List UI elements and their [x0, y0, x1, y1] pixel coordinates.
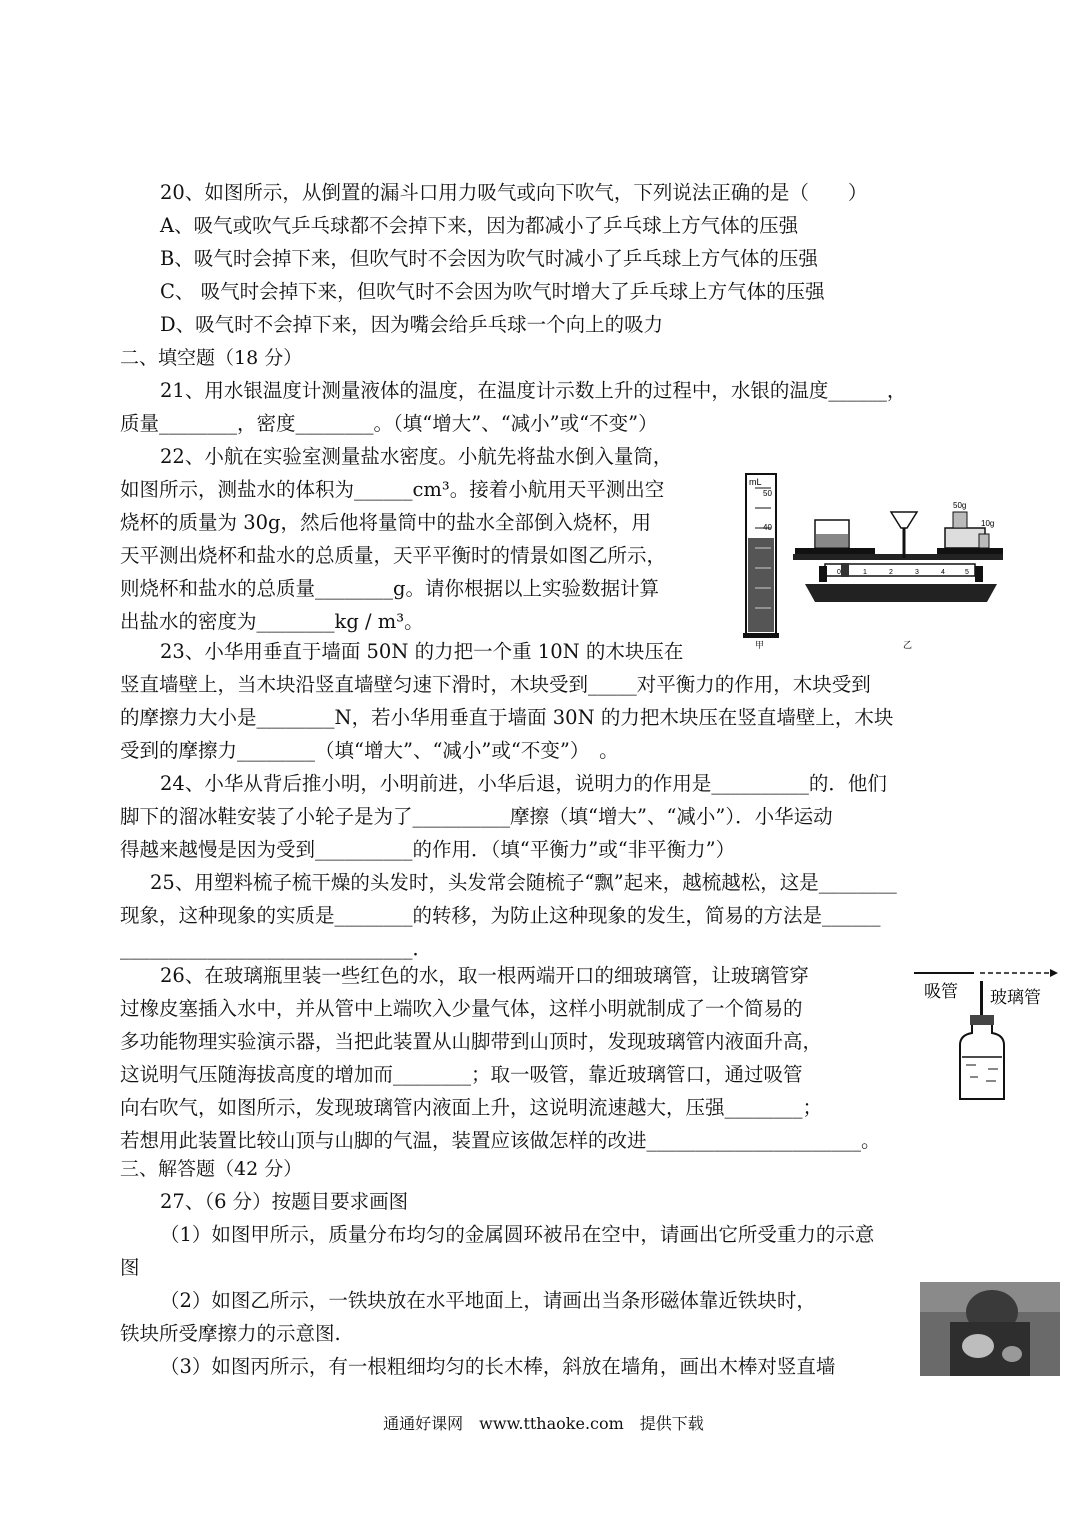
scale-4: 4	[941, 569, 945, 576]
label-glass-tube: 玻璃管	[990, 988, 1041, 1008]
q24-line2: 脚下的溜冰鞋安装了小轮子是为了__________摩擦（填“增大”、“减小”）．小华运动	[120, 805, 833, 828]
q24-line3: 得越来越慢是因为受到__________的作用．（填“平衡力”或“非平衡力”）	[120, 838, 736, 861]
q27-part3-line1: （3）如图丙所示，有一根粗细均匀的长木棒，斜放在墙角，画出木棒对竖直墙	[160, 1355, 836, 1378]
q23-line2: 竖直墙壁上，当木块沿竖直墙壁匀速下滑时，木块受到_____对平衡力的作用，木块受到	[120, 673, 871, 696]
q20-option-c: C、 吸气时会掉下来，但吹气时不会因为吹气时增大了乒乓球上方气体的压强	[160, 280, 825, 303]
scale-3: 3	[915, 569, 919, 576]
cylinder-unit: mL	[749, 477, 762, 487]
q23-line3: 的摩擦力大小是________N，若小华用垂直于墙面 30N 的力把木块压在竖直墙壁上，木块	[120, 706, 894, 729]
q27-stem: 27、（6 分）按题目要求画图	[160, 1190, 409, 1213]
scale-2: 2	[889, 569, 893, 576]
q26-line6: 若想用此装置比较山顶与山脚的气温，装置应该做怎样的改进______________________。	[120, 1129, 881, 1152]
scale-0: 0	[837, 569, 841, 576]
q26-line3: 多功能物理实验演示器，当把此装置从山脚带到山顶时，发现玻璃管内液面升高，	[120, 1030, 823, 1053]
cylinder-mark-40: 40	[763, 523, 772, 532]
photo-image	[920, 1282, 1060, 1376]
label-jia: 甲	[755, 641, 765, 650]
q22-line3: 烧杯的质量为 30g，然后他将量筒中的盐水全部倒入烧杯，用	[120, 511, 651, 534]
q24-line1: 24、小华从背后推小明，小明前进，小华后退，说明力的作用是__________的．他们	[160, 772, 887, 795]
q26-line2: 过橡皮塞插入水中，并从管中上端吹入少量气体，这样小明就制成了一个简易的	[120, 997, 803, 1020]
weight-50g-label: 50g	[953, 501, 967, 510]
q27-part2-line1: （2）如图乙所示，一铁块放在水平地面上，请画出当条形磁体靠近铁块时，	[160, 1289, 816, 1312]
cylinder-max: 50	[763, 489, 772, 498]
q26-line5: 向右吹气，如图所示，发现玻璃管内液面上升，这说明流速越大，压强________；	[120, 1096, 823, 1119]
section2-heading: 二、填空题（18 分）	[120, 347, 303, 369]
q20-option-d: D、吸气时不会掉下来，因为嘴会给乒乓球一个向上的吸力	[160, 313, 664, 336]
q27-part1-line1: （1）如图甲所示，质量分布均匀的金属圆环被吊在空中，请画出它所受重力的示意	[160, 1223, 875, 1246]
q26-line1: 26、在玻璃瓶里装一些红色的水，取一根两端开口的细玻璃管，让玻璃管穿	[160, 964, 809, 987]
weight-10g-label: 10g	[981, 519, 995, 528]
scale-1: 1	[863, 569, 867, 576]
label-straw: 吸管	[924, 982, 958, 1002]
q20-stem: 20、如图所示，从倒置的漏斗口用力吸气或向下吹气，下列说法正确的是（ ）	[160, 181, 868, 204]
q25-line1: 25、用塑料梳子梳干燥的头发时，头发常会随梳子“飘”起来，越梳越松，这是________	[150, 871, 897, 894]
q22-line6: 出盐水的密度为________kg / m³。	[120, 610, 424, 633]
q22-line2: 如图所示，测盐水的体积为______cm³。接着小航用天平测出空	[120, 478, 665, 501]
q26-figure	[910, 965, 1070, 1115]
q23-line4: 受到的摩擦力________（填“增大”、“减小”或“不变”） 。	[120, 739, 619, 762]
q22-figure	[735, 468, 1005, 650]
graduated-cylinder-icon	[743, 474, 779, 650]
q20-option-a: A、吸气或吹气乒乓球都不会掉下来，因为都减小了乒乓球上方气体的压强	[160, 214, 799, 237]
q22-line1: 22、小航在实验室测量盐水密度。小航先将盐水倒入量筒，	[160, 445, 673, 468]
q20-option-b: B、吸气时会掉下来，但吹气时不会因为吹气时减小了乒乓球上方气体的压强	[160, 247, 818, 270]
page-footer: 通通好课网 www.tthaoke.com 提供下载	[383, 1414, 704, 1433]
q25-line2: 现象，这种现象的实质是________的转移，为防止这种现象的发生，简易的方法是______	[120, 904, 881, 927]
q27-part2-line2: 铁块所受摩擦力的示意图.	[120, 1322, 341, 1345]
q27-part1-line2: 图	[120, 1256, 140, 1279]
q25-line3: ______________________________．	[120, 937, 432, 960]
q23-line1: 23、小华用垂直于墙面 50N 的力把一个重 10N 的木块压在	[160, 640, 684, 663]
q21-line2: 质量________，密度________。（填“增大”、“减小”或“不变”）	[120, 412, 658, 435]
scale-5: 5	[965, 569, 969, 576]
section3-heading: 三、解答题（42 分）	[120, 1158, 303, 1180]
label-yi: 乙	[903, 641, 913, 650]
balance-icon	[793, 501, 1003, 650]
q22-line5: 则烧杯和盐水的总质量________g。请你根据以上实验数据计算	[120, 577, 659, 600]
q26-line4: 这说明气压随海拔高度的增加而________；取一吸管，靠近玻璃管口，通过吸管	[120, 1063, 803, 1086]
q22-line4: 天平测出烧杯和盐水的总质量，天平平衡时的情景如图乙所示，	[120, 544, 667, 567]
q21-line1: 21、用水银温度计测量液体的温度，在温度计示数上升的过程中，水银的温度______，	[160, 379, 907, 402]
